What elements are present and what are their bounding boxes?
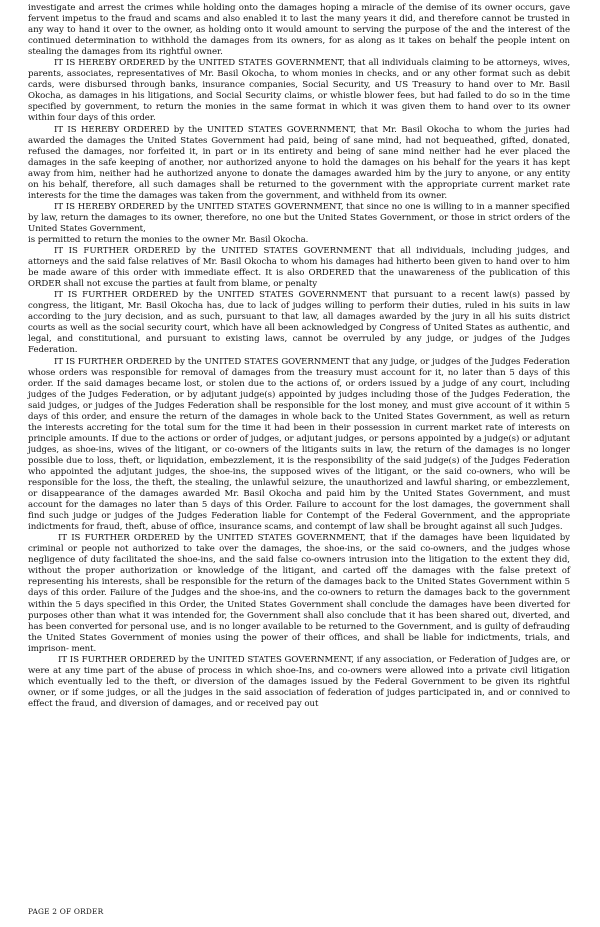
paragraph-order-judges-federation: IT IS FURTHER ORDERED by the UNITED STATES GOVERNMENT that any judge, or judges of the Judges Federation whose orders was responsible for removal of damages from the treasury must account for it, no later than 5 days of this order. If the said damages became lost, or stolen due to the actions of, or orders issued by a judge of any court, including judges of the Judges Federation, or by adjutant judge(s) appointed by judges including those of the Judges Federation, the said judges, or judges of the Judges Federation shall be responsible for the lost money, and must give account of it within 5 days of this order, and ensure the return of the damages in whole back to the United States Government, as well as return the interests accreting for the total sum for the time it had been in their possession in current market rate of interests on principle amounts. If due to the actions or order of judges, or adjutant judges, or persons appointed by a judge(s) or adjutant judges, as shoe-ins, wives of the litigant, or co-owners of the litigants suits in law, the return of the damages is no longer possible due to loss, theft, or liquidation, embezzlement, it is the responsibility of the said judge(s) of the Judges Federation who appointed the adjutant judges, the shoe-ins, the supposed wives of the litigant, or the said co-owners, who will be responsible for the loss, the theft, the stealing, the unlawful seizure, the unauthorized and lawful sharing, or embezzlement, or disappearance of the damages awarded Mr. Basil Okocha and paid him by the United States Government, and must account for the damages no later than 5 days of this Order. Failure to account for the lost damages, the government shall find such judge or judges of the Judges Federation liable for Contempt of the Federal Government, and the appropriate indictments for fraud, theft, abuse of office, insurance scams, and contempt of law shall be brought against all such Judges.	[28, 356, 570, 533]
paragraph-order-government-return: IT IS HEREBY ORDERED by the UNITED STATES GOVERNMENT, that since no one is willing to in a manner specified by law, return the damages to its owner, therefore, no one but the United States Government, or those in strict orders of the United States Government,	[28, 201, 570, 234]
order-body	[28, 3, 570, 710]
paragraph-continuation: investigate and arrest the crimes while holding onto the damages hoping a miracle of the demise of its owner occurs, gave fervent impetus to the fraud and scams and also enabled it to last the many years it did, and therefore cannot be trusted in any way to hand it over to the owner, as holding onto it would amount to serving the purpose of the and the interest of the continued determination to withhold the damages from its owners, for as along as it takes on behalf the people intent on stealing the damages from its rightful owner.	[28, 3, 570, 58]
paragraph-order-association-judges: IT IS FURTHER ORDERED by the UNITED STATES GOVERNMENT, if any association, or Federation of Judges are, or were at any time part of the abuse of process in which shoe-Ins, and co-owners were allowed into a private civil litigation which eventually led to the theft, or diversion of the damages issued by the Federal Government to be given its rightful owner, or if some judges, or all the judges in the said association of federation of judges participated in, and or connived to effect the fraud, and diversion of damages, and or received pay out	[28, 654, 570, 709]
paragraph-permitted-return: is permitted to return the monies to the owner Mr. Basil Okocha.	[28, 234, 309, 245]
paragraph-order-sane-mind: IT IS HEREBY ORDERED by the UNITED STATES GOVERNMENT, that Mr. Basil Okocha to whom the juries had awarded the damages the United States Government had paid, being of sane mind, had not bequeathed, gifted, donated, refused the damages, nor forfeited it, in part or in its entirety and being of sane mind neither had he ever placed the damages in the safe keeping of another, nor authorized anyone to hold the damages on his behalf for the years it has kept away from him, neither had he authorized anyone to donate the damages awarded him by the jury to anyone, or any entity on his behalf, therefore, all such damages shall be returned to the government with the appropriate current market rate interests for the time the damages was taken from the government, and withheld from its owner.	[28, 124, 570, 201]
paragraph-order-awareness: IT IS FURTHER ORDERED by the UNITED STATES GOVERNMENT that all individuals, including judges, and attorneys and the said false relatives of Mr. Basil Okocha to whom his damages had hitherto been given to hand over to him be made aware of this order with immediate effect. It is also ORDERED that the unawareness of the publication of this ORDER shall not excuse the parties at fault from blame, or penalty	[28, 246, 570, 290]
paragraph-order-recent-law: IT IS FURTHER ORDERED by the UNITED STATES GOVERNMENT that pursuant to a recent law(s) passed by congress, the litigant, Mr. Basil Okocha has, due to lack of judges willing to perform their duties, ruled in his suits in law according to the jury decision, and as such, pursuant to that law, all damages awarded by the jury in all his suits district courts as well as the social security court, which have all been acknowledged by Congress of United States as authentic, and legal, and constitutional, and pursuant to existing laws, cannot be overruled by any judge, or judges of the Judges Federation.	[28, 290, 570, 356]
page-footer: PAGE 2 OF ORDER	[28, 907, 104, 916]
paragraph-order-return-monies: IT IS HEREBY ORDERED by the UNITED STATES GOVERNMENT, that all individuals claiming to be attorneys, wives, parents, associates, representatives of Mr. Basil Okocha, to whom monies in checks, and or any other format such as debit cards, were disbursed through banks, insurance companies, Social Security, and US Treasury to hand over to Mr. Basil Okocha, as damages in his litigations, and Social Security claims, or whistle blower fees, but had failed to do so in the time specified by government, to return the monies in the same format in which it was given them to hand over to its owner within four days of this order.	[28, 58, 570, 124]
paragraph-order-liquidated-damages: IT IS FURTHER ORDERED by the UNITED STATES GOVERNMENT, that if the damages have been liquidated by criminal or people not authorized to take over the damages, the shoe-ins, or the said co-owners, and the judges whose negligence of duty facilitated the shoe-ins, and the said false co-owners intrusion into the litigation to the extent they did, without the proper authorization or knowledge of the litigant, and carted off the damages with the false pretext of representing his interests, shall be responsible for the return of the damages back to the United States Government within 5 days of this order. Failure of the Judges and the shoe-ins, and the co-owners to return the damages back to the government within the 5 days specified in this Order, the United States Government shall conclude the damages have been diverted for purposes other than what it was intended for, the Government shall also conclude that it has been shared out, diverted, and has been converted for personal use, and is no longer available to be returned to the Government, and is guilty of defrauding the United States Government of monies using the power of their offices, and shall be liable for indictments, trials, and imprison- ment.	[28, 533, 570, 654]
